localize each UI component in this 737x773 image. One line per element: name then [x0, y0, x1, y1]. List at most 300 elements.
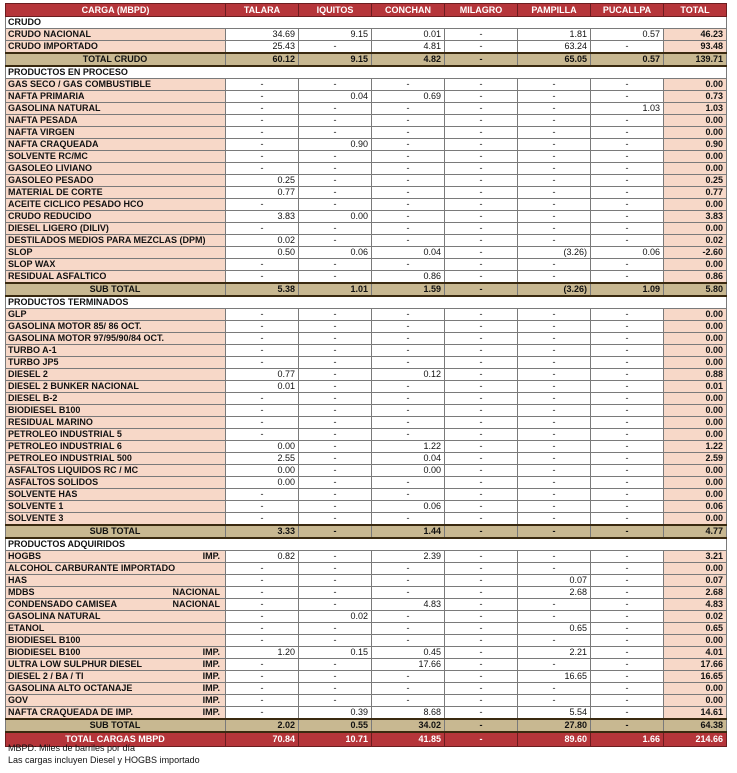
value-cell: -: [299, 623, 372, 635]
value-cell: -: [445, 732, 518, 747]
table-row: [6, 381, 727, 393]
section-header-row: [6, 17, 727, 29]
row-label-text: TURBO JP5: [8, 357, 59, 367]
value-cell: -: [445, 247, 518, 259]
value-cell: -: [226, 611, 299, 623]
row-label: [6, 283, 226, 296]
value-cell: -: [372, 671, 445, 683]
value-cell: -: [591, 563, 664, 575]
value-cell: 0.00: [226, 465, 299, 477]
value-cell: -: [445, 163, 518, 175]
row-label: [6, 321, 226, 333]
value-cell: -: [226, 695, 299, 707]
value-cell: -: [372, 489, 445, 501]
value-cell: -: [591, 501, 664, 513]
value-cell: -: [299, 321, 372, 333]
value-cell: -: [445, 79, 518, 91]
value-cell: -: [518, 683, 591, 695]
value-cell: -: [591, 199, 664, 211]
value-cell: -: [445, 271, 518, 284]
table-row: [6, 79, 727, 91]
value-cell: -: [518, 429, 591, 441]
row-total-cell: 4.01: [664, 647, 727, 659]
table-row: [6, 151, 727, 163]
value-cell: 0.00: [299, 211, 372, 223]
row-total-cell: 0.00: [664, 417, 727, 429]
value-cell: 0.06: [591, 247, 664, 259]
value-cell: 2.68: [518, 587, 591, 599]
value-cell: -: [591, 477, 664, 489]
row-label: [6, 91, 226, 103]
row-total-cell: 0.00: [664, 429, 727, 441]
value-cell: 0.01: [226, 381, 299, 393]
value-cell: -: [445, 309, 518, 321]
table-row: [6, 623, 727, 635]
value-cell: 0.25: [226, 175, 299, 187]
value-cell: 0.02: [299, 611, 372, 623]
row-label: [6, 453, 226, 465]
row-total-cell: 0.73: [664, 91, 727, 103]
value-cell: -: [372, 611, 445, 623]
row-label-text: SOLVENTE HAS: [8, 489, 78, 499]
value-cell: -: [445, 91, 518, 103]
row-total-cell: 17.66: [664, 659, 727, 671]
row-total-cell: 0.00: [664, 259, 727, 271]
row-total-cell: 1.03: [664, 103, 727, 115]
value-cell: -: [591, 333, 664, 345]
value-cell: -: [591, 127, 664, 139]
row-label: [6, 333, 226, 345]
row-label-text: PETROLEO INDUSTRIAL 5: [8, 429, 122, 439]
value-cell: -: [445, 41, 518, 54]
row-label: [6, 599, 226, 611]
value-cell: -: [445, 525, 518, 538]
footnote-cargas: Las cargas incluyen Diesel y HOGBS importado: [8, 755, 200, 765]
row-label: [6, 53, 226, 66]
row-label-text: SOLVENTE 3: [8, 513, 64, 523]
value-cell: -: [591, 381, 664, 393]
row-label-suffix: IMP.: [202, 707, 220, 717]
value-cell: -: [372, 357, 445, 369]
value-cell: -: [226, 321, 299, 333]
row-label-suffix: IMP.: [202, 647, 220, 657]
row-label-text: HOGBS: [8, 551, 42, 561]
value-cell: -: [518, 501, 591, 513]
table-row: [6, 575, 727, 587]
value-cell: -: [299, 151, 372, 163]
value-cell: -: [445, 259, 518, 271]
row-total-cell: 0.01: [664, 381, 727, 393]
value-cell: -: [445, 719, 518, 732]
value-cell: -: [299, 587, 372, 599]
value-cell: -: [372, 199, 445, 211]
row-label-text: SLOP WAX: [8, 259, 56, 269]
value-cell: -: [226, 429, 299, 441]
value-cell: -: [518, 127, 591, 139]
value-cell: -: [591, 309, 664, 321]
table-row: [6, 175, 727, 187]
row-label: [6, 175, 226, 187]
value-cell: -: [372, 333, 445, 345]
value-cell: -: [226, 635, 299, 647]
value-cell: 2.21: [518, 647, 591, 659]
value-cell: 63.24: [518, 41, 591, 54]
row-label-text: GLP: [8, 309, 27, 319]
row-label: [6, 357, 226, 369]
value-cell: -: [226, 405, 299, 417]
value-cell: -: [299, 599, 372, 611]
cargas-table: [5, 3, 727, 747]
value-cell: -: [445, 671, 518, 683]
table-row: [6, 199, 727, 211]
value-cell: -: [591, 429, 664, 441]
value-cell: -: [591, 163, 664, 175]
value-cell: -: [299, 235, 372, 247]
row-total-cell: 1.22: [664, 441, 727, 453]
value-cell: -: [445, 563, 518, 575]
row-label-text: SUB TOTAL: [89, 284, 141, 294]
value-cell: -: [299, 199, 372, 211]
value-cell: -: [445, 429, 518, 441]
row-label-text: GAS SECO / GAS COMBUSTIBLE: [8, 79, 152, 89]
value-cell: -: [299, 477, 372, 489]
value-cell: -: [372, 345, 445, 357]
value-cell: 16.65: [518, 671, 591, 683]
value-cell: 0.00: [226, 441, 299, 453]
table-row: [6, 259, 727, 271]
row-label-text: GASOLEO PESADO: [8, 175, 94, 185]
value-cell: (3.26): [518, 283, 591, 296]
value-cell: -: [299, 333, 372, 345]
table-row: [6, 115, 727, 127]
value-cell: -: [372, 223, 445, 235]
value-cell: -: [445, 489, 518, 501]
row-total-cell: 0.00: [664, 79, 727, 91]
value-cell: -: [445, 115, 518, 127]
value-cell: -: [372, 477, 445, 489]
value-cell: -: [226, 671, 299, 683]
value-cell: -: [299, 357, 372, 369]
value-cell: 1.81: [518, 29, 591, 41]
row-label-suffix: IMP.: [202, 671, 220, 681]
value-cell: 0.57: [591, 29, 664, 41]
table-row: [6, 611, 727, 623]
value-cell: -: [299, 453, 372, 465]
row-label-text: RESIDUAL MARINO: [8, 417, 93, 427]
table-row: [6, 513, 727, 526]
value-cell: -: [518, 453, 591, 465]
value-cell: -: [226, 127, 299, 139]
value-cell: -: [299, 683, 372, 695]
row-label: [6, 211, 226, 223]
value-cell: 4.83: [372, 599, 445, 611]
row-total-cell: 214.66: [664, 732, 727, 747]
value-cell: -: [299, 525, 372, 538]
row-total-cell: 0.88: [664, 369, 727, 381]
row-label-text: DIESEL 2 BUNKER NACIONAL: [8, 381, 139, 391]
row-label: [6, 683, 226, 695]
row-label-text: SLOP: [8, 247, 33, 257]
row-label: [6, 563, 226, 575]
row-label-text: HAS: [8, 575, 28, 585]
value-cell: 8.68: [372, 707, 445, 720]
value-cell: -: [372, 309, 445, 321]
row-total-cell: 0.00: [664, 695, 727, 707]
value-cell: -: [591, 465, 664, 477]
row-label-text: GASOLINA MOTOR 97/95/90/84 OCT.: [8, 333, 165, 343]
value-cell: -: [591, 393, 664, 405]
value-cell: -: [372, 683, 445, 695]
value-cell: -: [299, 163, 372, 175]
subtotal-row: [6, 719, 727, 732]
value-cell: -: [372, 235, 445, 247]
row-total-cell: 0.00: [664, 477, 727, 489]
table-row: [6, 357, 727, 369]
row-label: [6, 587, 226, 599]
row-label-text: NAFTA PRIMARIA: [8, 91, 85, 101]
table-row: [6, 635, 727, 647]
row-total-cell: 0.65: [664, 623, 727, 635]
value-cell: 5.38: [226, 283, 299, 296]
table-row: [6, 247, 727, 259]
table-row: [6, 271, 727, 284]
value-cell: -: [445, 53, 518, 66]
value-cell: 65.05: [518, 53, 591, 66]
row-label: [6, 187, 226, 199]
value-cell: -: [518, 381, 591, 393]
table-row: [6, 429, 727, 441]
value-cell: -: [372, 259, 445, 271]
value-cell: -: [591, 271, 664, 284]
value-cell: -: [445, 611, 518, 623]
value-cell: -: [226, 707, 299, 720]
value-cell: -: [591, 683, 664, 695]
value-cell: -: [591, 441, 664, 453]
row-label-text: PETROLEO INDUSTRIAL 6: [8, 441, 122, 451]
row-total-cell: -2.60: [664, 247, 727, 259]
value-cell: -: [591, 599, 664, 611]
value-cell: -: [299, 551, 372, 563]
value-cell: -: [518, 635, 591, 647]
row-label: [6, 417, 226, 429]
row-total-cell: 2.59: [664, 453, 727, 465]
table-row: [6, 41, 727, 54]
value-cell: -: [372, 115, 445, 127]
value-cell: 41.85: [372, 732, 445, 747]
row-label-text: ACEITE CICLICO PESADO HCO: [8, 199, 144, 209]
value-cell: 0.12: [372, 369, 445, 381]
value-cell: 0.86: [372, 271, 445, 284]
table-row: [6, 223, 727, 235]
row-total-cell: 0.00: [664, 405, 727, 417]
value-cell: 0.04: [372, 247, 445, 259]
value-cell: -: [591, 719, 664, 732]
section-title: PRODUCTOS EN PROCESO: [6, 66, 727, 79]
value-cell: -: [299, 187, 372, 199]
row-total-cell: 3.21: [664, 551, 727, 563]
value-cell: -: [372, 513, 445, 526]
value-cell: -: [518, 115, 591, 127]
value-cell: -: [445, 453, 518, 465]
column-header: TALARA: [226, 4, 299, 17]
row-total-cell: 0.00: [664, 489, 727, 501]
value-cell: -: [299, 441, 372, 453]
value-cell: -: [226, 333, 299, 345]
value-cell: 1.03: [591, 103, 664, 115]
row-total-cell: 0.07: [664, 575, 727, 587]
value-cell: -: [445, 235, 518, 247]
value-cell: -: [518, 441, 591, 453]
value-cell: -: [445, 575, 518, 587]
table-row: [6, 103, 727, 115]
value-cell: -: [591, 345, 664, 357]
value-cell: -: [591, 575, 664, 587]
value-cell: -: [591, 525, 664, 538]
row-label-suffix: NACIONAL: [172, 599, 220, 609]
row-label: [6, 611, 226, 623]
value-cell: -: [518, 211, 591, 223]
row-total-cell: 0.90: [664, 139, 727, 151]
value-cell: -: [372, 187, 445, 199]
value-cell: -: [518, 91, 591, 103]
row-label-text: SOLVENTE 1: [8, 501, 64, 511]
value-cell: -: [445, 501, 518, 513]
value-cell: -: [591, 115, 664, 127]
value-cell: -: [445, 139, 518, 151]
table-row: [6, 501, 727, 513]
value-cell: 1.20: [226, 647, 299, 659]
value-cell: -: [591, 211, 664, 223]
row-label: [6, 235, 226, 247]
row-label-text: TURBO A-1: [8, 345, 57, 355]
value-cell: -: [226, 599, 299, 611]
section-header-row: [6, 296, 727, 309]
value-cell: -: [372, 381, 445, 393]
row-total-cell: 0.25: [664, 175, 727, 187]
value-cell: -: [445, 151, 518, 163]
row-total-cell: 0.00: [664, 151, 727, 163]
value-cell: -: [445, 551, 518, 563]
value-cell: -: [372, 139, 445, 151]
value-cell: -: [299, 575, 372, 587]
table-row: [6, 465, 727, 477]
row-label-text: DIESEL 2 / BA / TI: [8, 671, 84, 681]
value-cell: -: [299, 659, 372, 671]
value-cell: -: [518, 551, 591, 563]
value-cell: 0.45: [372, 647, 445, 659]
row-label-suffix: IMP.: [202, 695, 220, 705]
row-label: [6, 551, 226, 563]
row-label-text: BIODIESEL B100: [8, 647, 81, 657]
value-cell: -: [226, 417, 299, 429]
section-header-row: [6, 538, 727, 551]
value-cell: -: [372, 393, 445, 405]
row-label-text: DESTILADOS MEDIOS PARA MEZCLAS (DPM): [8, 235, 206, 245]
value-cell: -: [518, 187, 591, 199]
value-cell: -: [445, 695, 518, 707]
table-row: [6, 647, 727, 659]
row-label: [6, 103, 226, 115]
value-cell: -: [591, 635, 664, 647]
value-cell: 1.22: [372, 441, 445, 453]
row-total-cell: 93.48: [664, 41, 727, 54]
row-label-text: BIODIESEL B100: [8, 405, 81, 415]
value-cell: -: [518, 79, 591, 91]
value-cell: -: [445, 175, 518, 187]
table-row: [6, 417, 727, 429]
value-cell: -: [299, 369, 372, 381]
value-cell: -: [518, 369, 591, 381]
table-row: [6, 309, 727, 321]
value-cell: -: [299, 115, 372, 127]
value-cell: -: [591, 513, 664, 526]
value-cell: -: [518, 465, 591, 477]
value-cell: -: [591, 223, 664, 235]
value-cell: 4.82: [372, 53, 445, 66]
row-total-cell: 0.02: [664, 235, 727, 247]
row-label: [6, 223, 226, 235]
row-label: [6, 345, 226, 357]
section-header-row: [6, 66, 727, 79]
row-total-cell: 5.80: [664, 283, 727, 296]
value-cell: 2.55: [226, 453, 299, 465]
row-label-text: RESIDUAL ASFALTICO: [8, 271, 107, 281]
column-header-carga: CARGA (MBPD): [6, 4, 226, 17]
value-cell: -: [299, 429, 372, 441]
value-cell: 70.84: [226, 732, 299, 747]
value-cell: 0.00: [372, 465, 445, 477]
value-cell: -: [518, 393, 591, 405]
table-row: [6, 345, 727, 357]
row-label: [6, 429, 226, 441]
row-label-text: CRUDO IMPORTADO: [8, 41, 98, 51]
row-label: [6, 525, 226, 538]
value-cell: 17.66: [372, 659, 445, 671]
row-label-text: ETANOL: [8, 623, 45, 633]
value-cell: -: [372, 635, 445, 647]
table-row: [6, 551, 727, 563]
table-row: [6, 695, 727, 707]
row-total-cell: 0.06: [664, 501, 727, 513]
value-cell: -: [299, 513, 372, 526]
column-header: PUCALLPA: [591, 4, 664, 17]
value-cell: -: [299, 563, 372, 575]
subtotal-row: [6, 283, 727, 296]
table-row: [6, 477, 727, 489]
row-total-cell: 16.65: [664, 671, 727, 683]
value-cell: -: [518, 175, 591, 187]
value-cell: -: [518, 345, 591, 357]
value-cell: -: [299, 489, 372, 501]
value-cell: 0.69: [372, 91, 445, 103]
row-total-cell: 0.00: [664, 309, 727, 321]
row-label: [6, 707, 226, 720]
value-cell: -: [299, 175, 372, 187]
row-label-text: TOTAL CRUDO: [82, 54, 148, 64]
row-label: [6, 393, 226, 405]
row-label-text: PETROLEO INDUSTRIAL 500: [8, 453, 132, 463]
value-cell: -: [372, 405, 445, 417]
value-cell: -: [372, 211, 445, 223]
value-cell: -: [299, 635, 372, 647]
row-label-text: CRUDO NACIONAL: [8, 29, 91, 39]
value-cell: 0.06: [372, 501, 445, 513]
value-cell: -: [445, 199, 518, 211]
value-cell: -: [299, 695, 372, 707]
table-row: [6, 405, 727, 417]
row-label-suffix: IMP.: [202, 659, 220, 669]
value-cell: -: [226, 271, 299, 284]
